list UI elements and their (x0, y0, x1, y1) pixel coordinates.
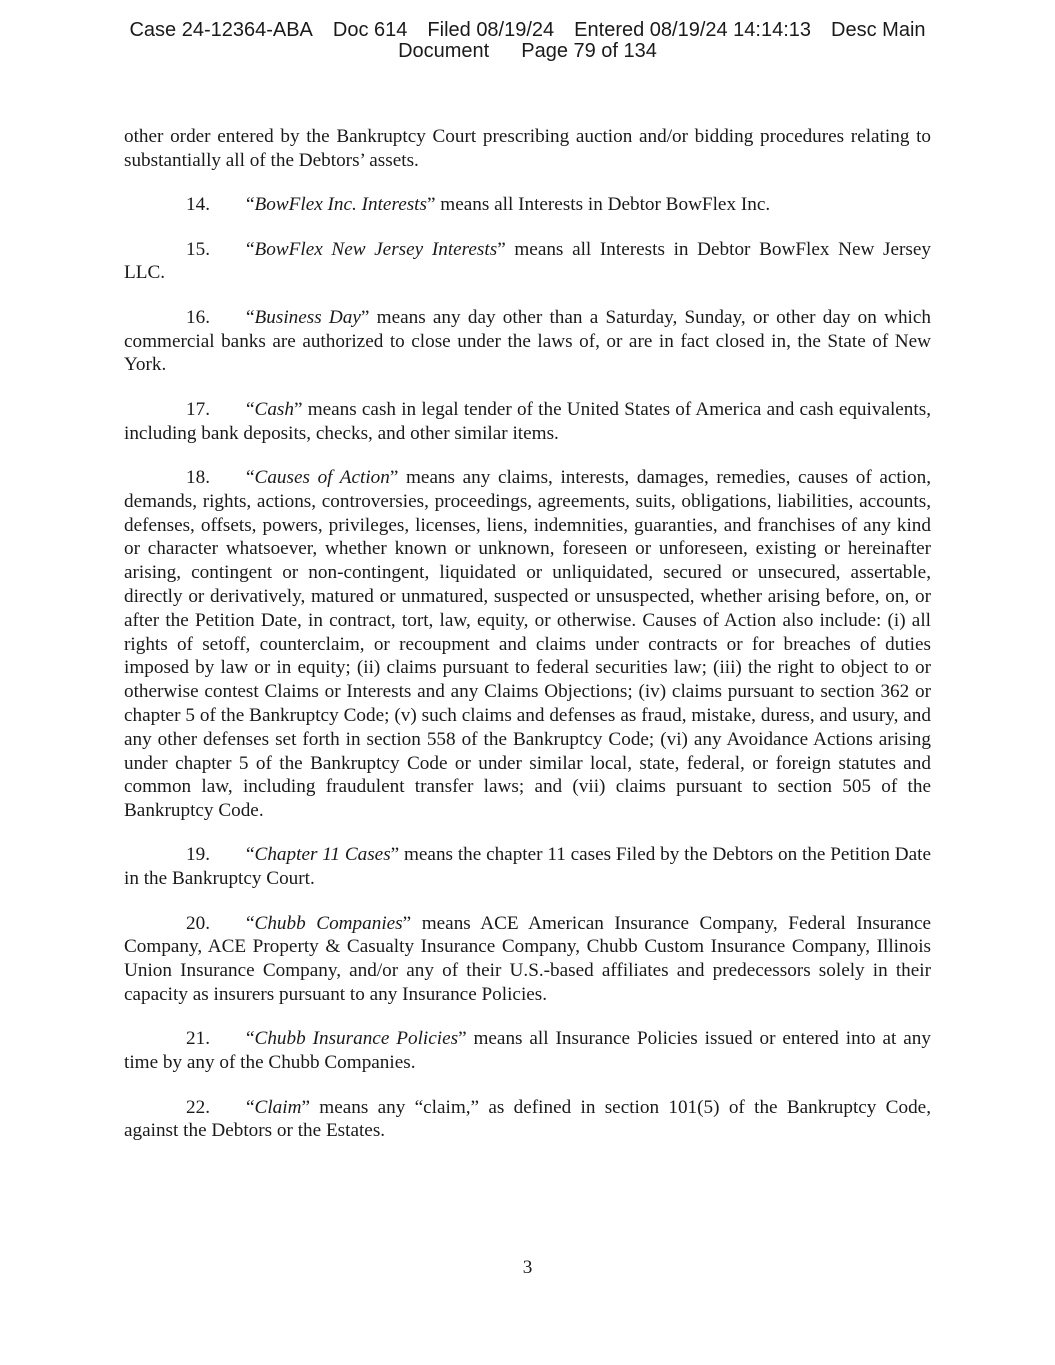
definition-paragraph: 22. “Claim” means any “claim,” as defined in section 101(5) of the Bankruptcy Code, against the Debtors or the Estates. (124, 1096, 931, 1142)
filed-date: Filed 08/19/24 (427, 19, 555, 41)
defined-term: Chubb Insurance Policies (254, 1028, 459, 1050)
definition-paragraph: 15. “BowFlex New Jersey Interests” means all Interests in Debtor BowFlex New Jersey LLC. (124, 238, 931, 284)
definition-paragraph: 14. “BowFlex Inc. Interests” means all Interests in Debtor BowFlex Inc. (186, 194, 771, 216)
definition-number: 14. (186, 194, 210, 216)
definition-text: ” means all Insurance Policies issued or entered into at any time by any of the Chubb Companies. (124, 1028, 931, 1074)
defined-term: Cash (254, 398, 294, 420)
definition-number: 15. (186, 238, 210, 260)
definition-paragraph: 17. “Cash” means cash in legal tender of the United States of America and cash equivalents, including bank deposits, checks, and other similar items. (124, 398, 931, 444)
document-header (0, 20, 1055, 62)
defined-term: BowFlex Inc. Interests (254, 194, 427, 216)
definition-number: 22. (186, 1096, 210, 1118)
definition-paragraph: 20. “Chubb Companies” means ACE American Insurance Company, Federal Insurance Company, ACE Property & Casualty Insurance Company, Chubb Custom Insurance Company, Illinois Union Insurance Company, and/or any of their U.S.-based affiliates and predecessors solely in their capacity as insurers pursuant to any Insurance Policies. (124, 912, 931, 1006)
defined-term: Chubb Companies (254, 912, 403, 934)
defined-term: BowFlex New Jersey Interests (254, 238, 498, 260)
definitions-list (124, 193, 931, 1143)
desc-label: Desc Main (831, 19, 926, 41)
page-number: 3 (522, 1257, 533, 1278)
definition-number: 20. (186, 912, 210, 934)
defined-term: Business Day (254, 306, 361, 328)
defined-term: Claim (254, 1096, 302, 1118)
definition-number: 18. (186, 466, 210, 488)
definition-number: 16. (186, 306, 210, 328)
definition-text: ” means all Interests in Debtor BowFlex Inc. (426, 194, 771, 216)
definition-number: 21. (186, 1028, 210, 1050)
header-line-2 (0, 41, 1055, 62)
definition-paragraph: 21. “Chubb Insurance Policies” means all Insurance Policies issued or entered into at any time by any of the Chubb Companies. (124, 1028, 931, 1074)
definition-text: ” means ACE American Insurance Company, Federal Insurance Company, ACE Property & Casualty Insurance Company, Chubb Custom Insurance Company, Illinois Union Insurance Company, and/or any of their U.S.-based affiliates and predecessors solely in their capacity as insurers pursuant to any Insurance Policies. (124, 912, 931, 1006)
definition-text: ” means any day other than a Saturday, Sunday, or other day on which commercial banks are authorized to close under the laws of, or are in fact closed in, the State of New York. (124, 306, 932, 376)
definition-text: ” means cash in legal tender of the United States of America and cash equivalents, including bank deposits, checks, and other similar items. (124, 398, 931, 444)
definition-text: ” means any claims, interests, damages, remedies, causes of action, demands, rights, actions, controversies, proceedings, agreements, suits, obligations, liabilities, accounts, defenses, offsets, powers, privileges, licenses, liens, indemnities, guaranties, and franchises of any kind or character whatsoever, whether known or unknown, foreseen or unforeseen, existing or hereinafter arising, contingent or non-contingent, liquidated or unliquidated, secured or unsecured, assertable, directly or derivatively, matured or unmatured, suspected or unsuspected, whether arising before, on, or after the Petition Date, in contract, tort, law, equity, or otherwise. Causes of Action also include: (i) all rights of setoff, counterclaim, or recoupment and claims under contracts or for breaches of duties imposed by law or in equity; (ii) claims pursuant to federal securities law; (iii) the right to object to or otherwise contest Claims or Interests and any Claims Objections; (iv) claims pursuant to section 362 or chapter 5 of the Bankruptcy Code; (v) such claims and defenses as fraud, mistake, duress, and usury, and any other defenses set forth in section 558 of the Bankruptcy Code; (vi) any Avoidance Actions arising under chapter 5 of the Bankruptcy Code or under similar local, state, federal, or foreign statutes and common law, including fraudulent transfer laws; and (vii) claims pursuant to section 505 of the Bankruptcy Code. (124, 466, 931, 822)
definition-text: ” means all Interests in Debtor BowFlex New Jersey LLC. (124, 238, 931, 284)
case-number: Case 24-12364-ABA (129, 19, 313, 41)
doc-number: Doc 614 (332, 19, 408, 41)
definition-text: ” means any “claim,” as defined in section 101(5) of the Bankruptcy Code, against the Debtors or the Estates. (124, 1096, 931, 1142)
continuation-paragraph: other order entered by the Bankruptcy Court prescribing auction and/or bidding procedures relating to substantially all of the Debtors’ assets. (124, 126, 931, 171)
entered-date: Entered 08/19/24 14:14:13 (574, 19, 812, 41)
document-label: Document (398, 40, 490, 62)
document-body (124, 125, 931, 1164)
definition-paragraph: 16. “Business Day” means any day other than a Saturday, Sunday, or other day on which commercial banks are authorized to close under the laws of, or are in fact closed in, the State of New York. (124, 306, 932, 376)
page-indicator: Page 79 of 134 (521, 40, 657, 62)
definition-text: ” means the chapter 11 cases Filed by the Debtors on the Petition Date in the Bankruptcy Court. (124, 844, 931, 890)
header-line-1 (0, 20, 1055, 41)
definition-paragraph: 18. “Causes of Action” means any claims, interests, damages, remedies, causes of action, demands, rights, actions, controversies, proceedings, agreements, suits, obligations, liabilities, accounts, defenses, offsets, powers, privileges, licenses, liens, indemnities, guaranties, and franchises of any kind or character whatsoever, whether known or unknown, foreseen or unforeseen, existing or hereinafter arising, contingent or non-contingent, liquidated or unliquidated, secured or unsecured, assertable, directly or derivatively, matured or unmatured, suspected or unsuspected, whether arising before, on, or after the Petition Date, in contract, tort, law, equity, or otherwise. Causes of Action also include: (i) all rights of setoff, counterclaim, or recoupment and claims under contracts or for breaches of duties imposed by law or in equity; (ii) claims pursuant to federal securities law; (iii) the right to object to or otherwise contest Claims or Interests and any Claims Objections; (iv) claims pursuant to section 362 or chapter 5 of the Bankruptcy Code; (v) such claims and defenses as fraud, mistake, duress, and usury, and any other defenses set forth in section 558 of the Bankruptcy Code; (vi) any Avoidance Actions arising under chapter 5 of the Bankruptcy Code or under similar local, state, federal, or foreign statutes and common law, including fraudulent transfer laws; and (vii) claims pursuant to section 505 of the Bankruptcy Code. (124, 466, 931, 822)
defined-term: Chapter 11 Cases (254, 844, 391, 866)
definition-paragraph: 19. “Chapter 11 Cases” means the chapter 11 cases Filed by the Debtors on the Petition Date in the Bankruptcy Court. (124, 844, 931, 890)
definition-number: 19. (186, 844, 210, 866)
definition-number: 17. (186, 398, 210, 420)
defined-term: Causes of Action (254, 466, 390, 488)
